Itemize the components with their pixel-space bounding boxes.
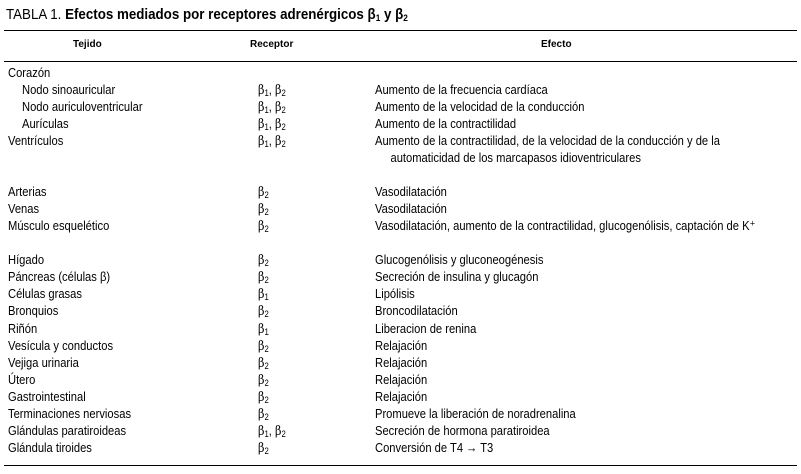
effect-text: Glucogenólisis y gluconeogénesis: [375, 252, 544, 268]
tissue-cell: Glándula tiroides: [8, 439, 92, 455]
effect-cell: [375, 217, 755, 234]
effect-cell: [375, 132, 720, 166]
receptor-separator: ,: [268, 133, 275, 149]
tissue-cell: Aurículas: [22, 116, 69, 132]
receptor-subtype: 2: [264, 224, 269, 235]
beta-symbol: β: [258, 100, 265, 116]
effect-cell: [375, 115, 516, 132]
table-title: [6, 6, 408, 24]
receptor-cell: [258, 81, 286, 99]
tissue-cell: Venas: [8, 201, 40, 217]
tissue-cell: Corazón: [8, 65, 51, 80]
receptor-cell: [258, 337, 269, 355]
receptor-subtype: 2: [264, 377, 269, 388]
effect-cell: [375, 388, 427, 405]
receptor-separator: ,: [268, 99, 275, 115]
beta-symbol: β: [274, 423, 282, 439]
table-heading-text: Efectos mediados por receptores adrenérgicos β: [65, 7, 376, 23]
beta-symbol: β: [258, 406, 265, 422]
beta-symbol: β: [274, 100, 282, 116]
receptor-subtype: 2: [281, 88, 286, 99]
receptor-cell: [258, 217, 269, 235]
effect-cell: [375, 371, 427, 388]
receptor-cell: [258, 354, 269, 372]
effect-text: Lipólisis: [375, 286, 415, 302]
tissue-cell: Nodo auriculoventricular: [22, 99, 143, 115]
bottom-rule: [4, 465, 797, 466]
beta-symbol: β: [258, 321, 265, 337]
effect-text: Aumento de la contractilidad: [375, 116, 517, 132]
receptor-subtype: 2: [281, 428, 286, 439]
effect-cell: [375, 422, 550, 439]
receptor-cell: [258, 268, 269, 286]
tissue-cell: Bronquios: [8, 303, 59, 319]
table-row: [0, 320, 801, 337]
receptor-separator: ,: [268, 82, 275, 98]
beta-symbol: β: [258, 117, 265, 133]
tissue-cell: Arterias: [8, 184, 47, 200]
effect-text-continuation: automaticidad de los marcapasos idioventriculares: [390, 150, 641, 166]
table-row: [0, 183, 801, 200]
receptor-cell: [258, 302, 269, 320]
beta-symbol: β: [258, 253, 265, 269]
effect-cell: [375, 285, 415, 302]
receptor-subtype: 2: [264, 394, 269, 405]
effect-cell: [375, 81, 548, 98]
beta-symbol: β: [274, 134, 282, 150]
beta-symbol: β: [258, 202, 265, 218]
table-heading-mid: y β: [380, 7, 404, 23]
effect-text: Relajación: [375, 337, 428, 353]
effect-text: Aumento de la frecuencia cardíaca: [375, 82, 548, 98]
table-row: [0, 285, 801, 302]
receptor-separator: ,: [268, 116, 275, 132]
effect-cell: [375, 439, 493, 456]
receptor-cell: [258, 422, 286, 440]
receptor-subtype: 1: [264, 105, 269, 116]
effect-text: Promueve la liberación de noradrenalina: [375, 405, 576, 421]
receptor-cell: [258, 439, 269, 457]
effect-cell: [375, 337, 427, 354]
effect-text: Conversión de T4 → T3: [375, 439, 494, 455]
receptor-subtype: 2: [281, 139, 286, 150]
effect-text: Vasodilatación: [375, 184, 447, 200]
column-header-effect: Efecto: [541, 39, 572, 50]
receptor-cell: [258, 132, 286, 150]
beta-symbol: β: [274, 117, 282, 133]
effect-text: Relajación: [375, 354, 428, 370]
effect-cell: [375, 354, 427, 371]
receptor-subtype: 2: [264, 343, 269, 354]
tissue-cell: Glándulas paratiroideas: [8, 422, 127, 438]
table-label: TABLA 1.: [6, 7, 62, 23]
tissue-cell: Páncreas (células β): [8, 269, 111, 285]
table-row: [0, 115, 801, 132]
receptor-subtype: 2: [264, 275, 269, 286]
tissue-cell: Músculo esquelético: [8, 218, 110, 234]
effect-cell: [375, 251, 543, 268]
beta-symbol: β: [258, 134, 265, 150]
receptor-subtype: 2: [281, 122, 286, 133]
receptor-subtype: 2: [281, 105, 286, 116]
effect-cell: [375, 268, 538, 285]
receptor-cell: [258, 388, 269, 406]
tissue-cell: Gastrointestinal: [8, 388, 86, 404]
receptor-subtype: 2: [264, 309, 269, 320]
tissue-cell: Células grasas: [8, 286, 82, 302]
tissue-cell: Hígado: [8, 252, 45, 268]
table-heading: [65, 7, 408, 23]
table-row: [0, 439, 801, 456]
receptor-cell: [258, 320, 269, 338]
table-row: [0, 337, 801, 354]
beta-symbol: β: [258, 219, 265, 235]
receptor-subtype: 1: [264, 292, 269, 303]
table-heading-sub2: 2: [403, 13, 408, 23]
table-heading-sub1: 1: [375, 13, 381, 23]
tissue-cell: Nodo sinoauricular: [22, 82, 116, 98]
beta-symbol: β: [258, 304, 265, 320]
beta-symbol: β: [258, 372, 265, 388]
beta-symbol: β: [258, 287, 265, 303]
receptor-subtype: 2: [264, 445, 269, 456]
effect-text: Aumento de la contractilidad, de la velocidad de la conducción y de la: [375, 133, 720, 149]
table-row: [0, 405, 801, 422]
beta-symbol: β: [258, 270, 265, 286]
effect-text: Secreción de insulina y glucagón: [375, 269, 539, 285]
effect-cell: [375, 200, 447, 217]
table-row: [0, 388, 801, 405]
receptor-cell: [258, 285, 269, 303]
table-row: [0, 98, 801, 115]
receptor-cell: [258, 371, 269, 389]
table-row: [0, 251, 801, 268]
tissue-cell: Ventrículos: [8, 133, 64, 149]
row-spacer: [0, 234, 801, 251]
table-row: [0, 132, 801, 166]
effect-cell: [375, 302, 458, 319]
effect-cell: [375, 183, 447, 200]
effect-text: Aumento de la velocidad de la conducción: [375, 99, 585, 115]
receptor-subtype: 2: [264, 258, 269, 269]
effect-text: Secreción de hormona paratiroidea: [375, 422, 550, 438]
effect-text: Broncodilatación: [375, 303, 458, 319]
tissue-cell: Riñón: [8, 320, 38, 336]
receptor-cell: [258, 183, 269, 201]
beta-symbol: β: [258, 423, 265, 439]
effect-cell: [375, 320, 476, 337]
tissue-cell: Vejiga urinaria: [8, 354, 79, 370]
receptor-subtype: 1: [264, 326, 269, 337]
column-header-receptor: Receptor: [250, 39, 294, 50]
beta-symbol: β: [258, 83, 265, 99]
beta-symbol: β: [258, 355, 265, 371]
receptor-subtype: 2: [264, 190, 269, 201]
tissue-cell: Terminaciones nerviosas: [8, 405, 132, 421]
tissue-cell: Útero: [8, 371, 36, 387]
header-rule: [4, 61, 797, 62]
effect-text: Relajación: [375, 371, 428, 387]
effect-text: Vasodilatación, aumento de la contractilidad, glucogenólisis, captación de K⁺: [375, 218, 756, 234]
receptor-subtype: 1: [264, 122, 269, 133]
beta-symbol: β: [258, 338, 265, 354]
table-row: [0, 268, 801, 285]
effect-cell: [375, 98, 584, 115]
tissue-cell: Vesícula y conductos: [8, 337, 114, 353]
table-row: [0, 302, 801, 319]
table-row: [0, 371, 801, 388]
table-row: [0, 422, 801, 439]
table-row: [0, 217, 801, 234]
receptor-cell: [258, 405, 269, 423]
table-row: [0, 64, 801, 81]
column-header-tissue: Tejido: [73, 39, 102, 50]
receptor-separator: ,: [268, 422, 275, 438]
receptor-subtype: 1: [264, 428, 269, 439]
receptor-cell: [258, 251, 269, 269]
beta-symbol: β: [258, 185, 265, 201]
row-spacer: [0, 166, 801, 183]
receptor-subtype: 1: [264, 139, 269, 150]
receptor-subtype: 2: [264, 207, 269, 218]
beta-symbol: β: [274, 83, 282, 99]
receptor-cell: [258, 98, 286, 116]
receptor-cell: [258, 115, 286, 133]
effect-cell: [375, 405, 576, 422]
effect-text: Liberacion de renina: [375, 320, 477, 336]
beta-symbol: β: [258, 440, 265, 456]
beta-symbol: β: [258, 389, 265, 405]
table-row: [0, 200, 801, 217]
receptor-subtype: 2: [264, 360, 269, 371]
receptor-subtype: 2: [264, 411, 269, 422]
receptor-subtype: 1: [264, 88, 269, 99]
effect-text: Vasodilatación: [375, 201, 447, 217]
table-row: [0, 81, 801, 98]
table-row: [0, 354, 801, 371]
effect-text: Relajación: [375, 388, 428, 404]
receptor-cell: [258, 200, 269, 218]
top-rule: [4, 30, 797, 31]
table-body: [0, 64, 801, 456]
